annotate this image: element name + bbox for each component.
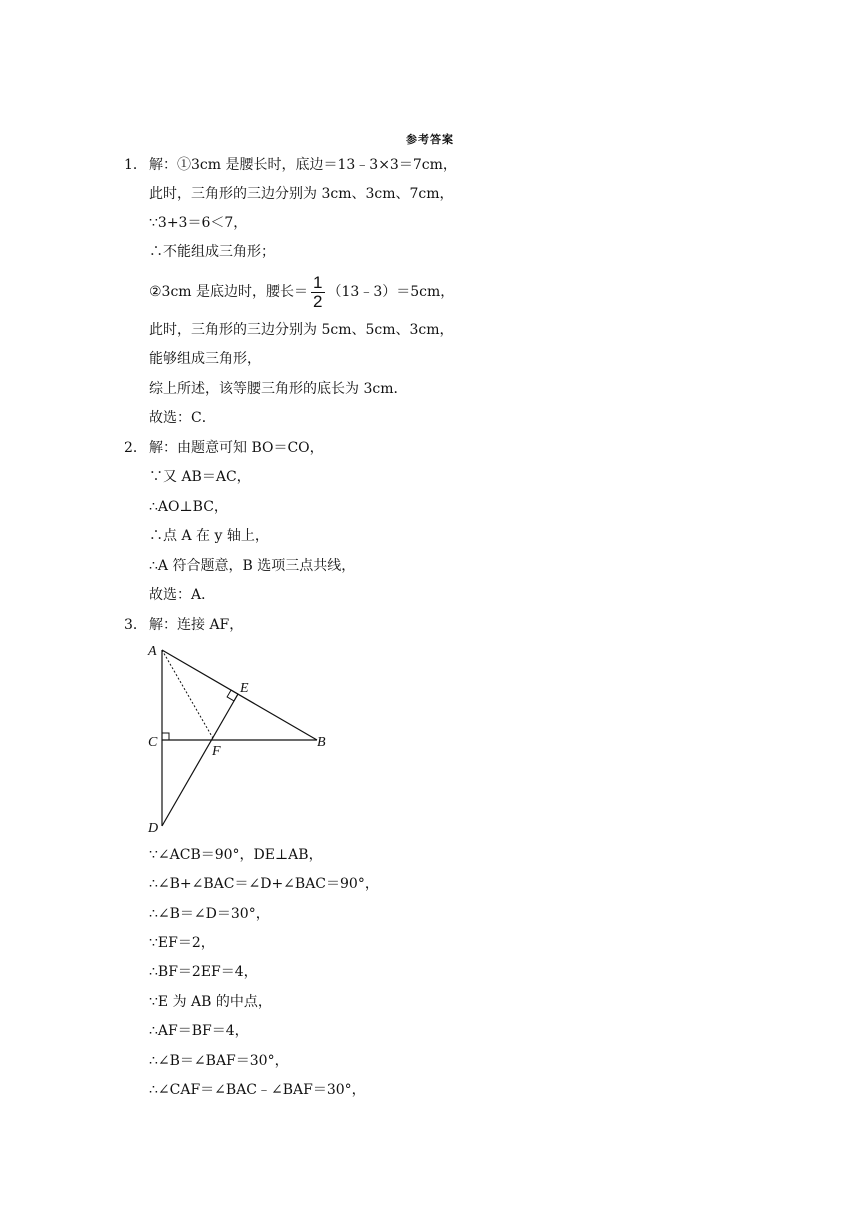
problem-3-line-3: ∴∠B＝∠D＝30°， — [149, 906, 270, 922]
label-b: B — [317, 735, 326, 750]
problem-1-line-2: 此时，三角形的三边分别为 3cm、3cm、7cm， — [149, 186, 454, 202]
label-a: A — [148, 644, 157, 659]
fraction-numerator: 1 — [313, 272, 323, 292]
problem-1-line-8: 综上所述，该等腰三角形的底长为 3cm． — [149, 381, 408, 397]
geometry-figure — [140, 638, 340, 838]
problem-1-line-5-prefix: ②3cm 是底边时，腰长＝ — [149, 284, 309, 300]
problem-3-line-7: ∴AF＝BF＝4， — [149, 1023, 249, 1039]
problem-2-line-4: ∴点 A 在 y 轴上， — [149, 528, 269, 544]
problem-2-line-6: 故选：A． — [149, 587, 216, 603]
problem-1-line-5-suffix: （13﹣3）＝5cm， — [327, 284, 455, 300]
problem-1-line-5 — [149, 272, 454, 312]
problem-3-intro: 解：连接 AF， — [149, 617, 244, 633]
problem-3-number: 3． — [124, 617, 147, 633]
problem-1-line-4: ∴不能组成三角形； — [149, 244, 275, 260]
problem-1-line-6: 此时，三角形的三边分别为 5cm、5cm、3cm， — [149, 322, 454, 338]
label-c: C — [148, 735, 158, 750]
problem-3-line-6: ∵E 为 AB 的中点， — [149, 994, 272, 1010]
problem-2-number: 2． — [124, 440, 147, 456]
problem-2-line-2: ∵又 AB＝AC， — [149, 469, 251, 485]
problem-2-line-3: ∴AO⊥BC， — [149, 499, 228, 515]
fraction-one-half — [311, 274, 324, 311]
problem-2-line-1: 解：由题意可知 BO＝CO， — [149, 440, 324, 456]
problem-1-number: 1． — [124, 157, 147, 173]
problem-3-line-8: ∴∠B＝∠BAF＝30°， — [149, 1053, 289, 1069]
segment-af-dashed — [162, 650, 214, 740]
problem-3-line-2: ∴∠B+∠BAC＝∠D+∠BAC＝90°， — [149, 876, 379, 892]
label-f: F — [212, 744, 221, 759]
segment-de — [162, 694, 238, 826]
problem-3-line-9: ∴∠CAF＝∠BAC﹣∠BAF＝30°， — [149, 1082, 366, 1098]
problem-1-line-3: ∵3+3＝6＜7， — [149, 215, 248, 231]
problem-3-line-4: ∵EF＝2， — [149, 935, 215, 951]
problem-1-line-7: 能够组成三角形， — [149, 351, 261, 367]
fraction-denominator: 2 — [313, 291, 323, 311]
label-d: D — [148, 821, 159, 836]
right-angle-c — [162, 733, 169, 740]
problem-3-line-1: ∵∠ACB＝90°，DE⊥AB， — [149, 847, 323, 863]
problem-3-line-5: ∴BF＝2EF＝4， — [149, 964, 258, 980]
label-e: E — [240, 681, 249, 696]
problem-2-line-5: ∴A 符合题意，B 选项三点共线， — [149, 558, 356, 574]
problem-1-line-1: 解：①3cm 是腰长时，底边＝13﹣3×3＝7cm， — [149, 157, 457, 173]
problem-1-line-9: 故选：C． — [149, 410, 216, 426]
page-title: 参考答案 — [406, 133, 454, 146]
